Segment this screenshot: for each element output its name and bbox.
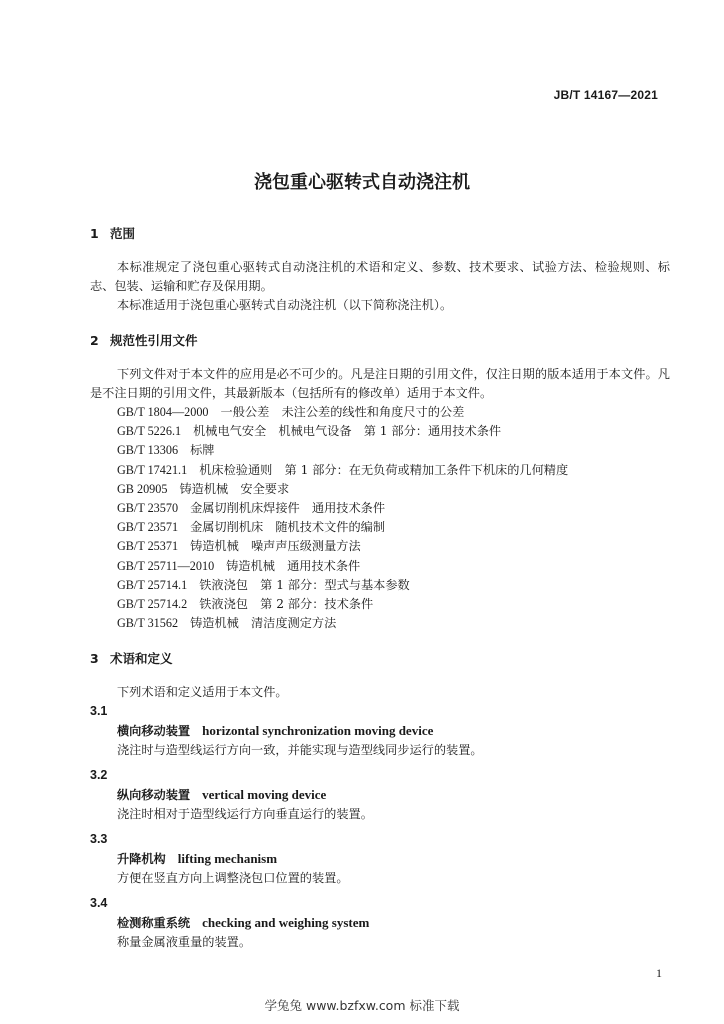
reference-title: 机械电气安全 机械电气设备 第 1 部分：通用技术条件 xyxy=(193,424,502,439)
reference-title: 铸造机械 清洁度测定方法 xyxy=(190,616,337,631)
term-name-en: lifting mechanism xyxy=(177,851,278,867)
term-entry xyxy=(90,702,670,760)
reference-item xyxy=(90,614,670,633)
reference-item xyxy=(90,422,670,441)
document-code: JB/T 14167—2021 xyxy=(553,88,658,102)
reference-code: GB/T 23570 xyxy=(117,501,179,516)
term-name-zh: 纵向移动装置 xyxy=(117,788,191,803)
reference-title: 铸造机械 噪声声压级测量方法 xyxy=(190,539,361,554)
term-name xyxy=(90,913,670,933)
reference-title: 铁液浇包 第 1 部分：型式与基本参数 xyxy=(199,577,410,592)
reference-code: GB/T 23571 xyxy=(117,520,179,535)
term-entry xyxy=(90,894,670,952)
document-body xyxy=(90,224,670,958)
reference-item xyxy=(90,537,670,556)
reference-title: 铸造机械 通用技术条件 xyxy=(226,558,361,573)
reference-title: 铁液浇包 第 2 部分：技术条件 xyxy=(199,597,374,612)
reference-item xyxy=(90,499,670,518)
paragraph: 下列文件对于本文件的应用是必不可少的。凡是注日期的引用文件，仅注日期的版本适用于本文件。凡是不注日期的引用文件，其最新版本（包括所有的修改单）适用于本文件。 xyxy=(90,367,670,400)
footer-watermark-text[interactable]: 学兔兔 www.bzfxw.com 标准下载 xyxy=(264,998,460,1013)
term-name xyxy=(90,785,670,805)
term-number: 3.4 xyxy=(90,896,108,911)
section-number: 2 xyxy=(90,333,99,348)
reference-item xyxy=(90,557,670,576)
section-title: 规范性引用文件 xyxy=(110,333,198,348)
term-name-zh: 升降机构 xyxy=(117,852,166,867)
term-definition: 浇注时与造型线运行方向一致，并能实现与造型线同步运行的装置。 xyxy=(117,743,483,758)
term-entry xyxy=(90,766,670,824)
reference-code: GB/T 25714.1 xyxy=(117,577,188,592)
document-title: 浇包重心驱转式自动浇注机 xyxy=(254,172,470,193)
reference-code: GB/T 25711—2010 xyxy=(117,558,215,573)
reference-list xyxy=(90,403,670,633)
reference-code: GB/T 1804—2000 xyxy=(117,405,209,419)
reference-item xyxy=(90,441,670,460)
section-title: 范围 xyxy=(110,226,136,241)
term-name-en: horizontal synchronization moving device xyxy=(202,723,434,739)
term-name-zh: 检测称重系统 xyxy=(117,916,191,931)
reference-item xyxy=(90,403,670,422)
term-name-en: vertical moving device xyxy=(202,787,327,803)
reference-code: GB 20905 xyxy=(117,481,168,496)
term-definition: 称量金属液重量的装置。 xyxy=(117,935,252,950)
section-number: 3 xyxy=(90,651,99,667)
paragraph: 本标准适用于浇包重心驱转式自动浇注机（以下简称浇注机）。 xyxy=(117,298,453,312)
reference-title: 金属切削机床焊接件 通用技术条件 xyxy=(190,501,386,516)
term-definition: 浇注时相对于造型线运行方向垂直运行的装置。 xyxy=(117,807,373,822)
term-number: 3.1 xyxy=(90,704,108,719)
section-heading-terms-definitions xyxy=(90,649,670,669)
reference-title: 金属切削机床 随机技术文件的编制 xyxy=(190,520,386,535)
section-heading-normative-references xyxy=(90,331,670,351)
term-name xyxy=(90,721,670,741)
reference-code: GB/T 13306 xyxy=(117,443,179,458)
reference-code: GB/T 17421.1 xyxy=(117,462,188,477)
reference-code: GB/T 31562 xyxy=(117,616,179,631)
reference-code: GB/T 25371 xyxy=(117,539,179,554)
reference-title: 铸造机械 安全要求 xyxy=(179,481,290,496)
reference-item xyxy=(90,461,670,480)
page-number: 1 xyxy=(656,966,662,980)
paragraph: 本标准规定了浇包重心驱转式自动浇注机的术语和定义、参数、技术要求、试验方法、检验规则、标志、包装、运输和贮存及保用期。 xyxy=(90,260,670,293)
reference-item xyxy=(90,576,670,595)
reference-code: GB/T 25714.2 xyxy=(117,597,188,612)
section-heading-scope xyxy=(90,224,670,244)
term-name-zh: 横向移动装置 xyxy=(117,724,191,739)
reference-title: 一般公差 未注公差的线性和角度尺寸的公差 xyxy=(220,405,465,419)
paragraph: 下列术语和定义适用于本文件。 xyxy=(117,685,288,700)
reference-item xyxy=(90,518,670,537)
reference-item xyxy=(90,595,670,614)
term-definition: 方便在竖直方向上调整浇包口位置的装置。 xyxy=(117,871,349,886)
term-entry xyxy=(90,830,670,888)
reference-title: 标牌 xyxy=(190,443,215,458)
reference-code: GB/T 5226.1 xyxy=(117,424,182,439)
term-name-en: checking and weighing system xyxy=(202,915,370,931)
section-number: 1 xyxy=(90,226,99,241)
reference-item xyxy=(90,480,670,499)
term-name xyxy=(90,849,670,869)
term-number: 3.2 xyxy=(90,768,108,783)
section-title: 术语和定义 xyxy=(110,651,173,667)
reference-title: 机床检验通则 第 1 部分：在无负荷或精加工条件下机床的几何精度 xyxy=(199,462,569,477)
term-number: 3.3 xyxy=(90,832,108,847)
